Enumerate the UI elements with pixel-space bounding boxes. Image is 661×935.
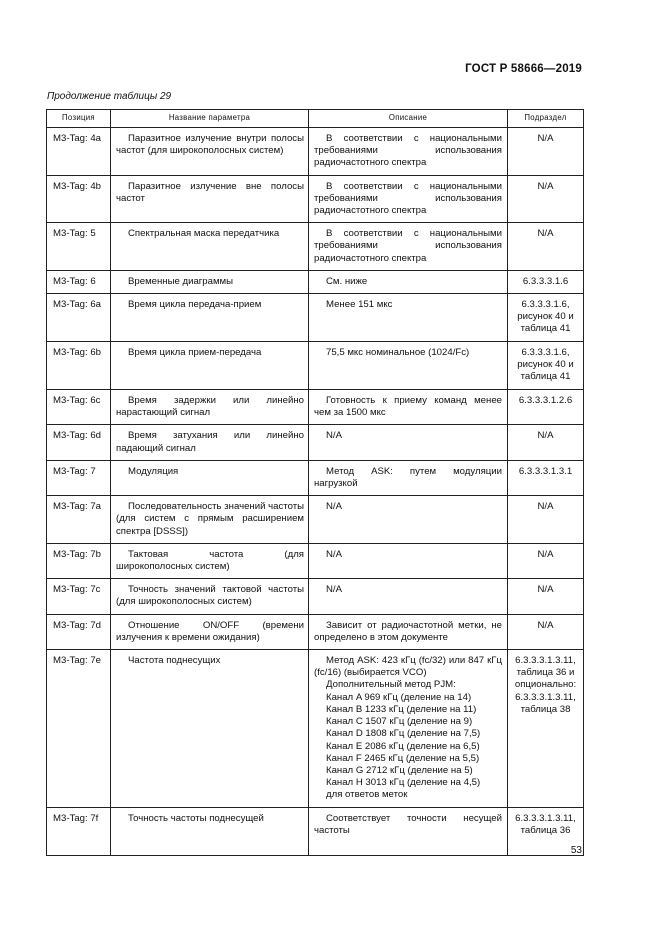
table-row	[47, 223, 584, 271]
cell-position: M3-Tag: 4b	[47, 175, 111, 223]
cell-subsection: N/A	[508, 128, 584, 176]
cell-position: M3-Tag: 6a	[47, 294, 111, 342]
header-parameter-name: Название параметра	[111, 110, 309, 128]
table-row	[47, 294, 584, 342]
cell-position: M3-Tag: 6c	[47, 390, 111, 425]
description-line: Канал E 2086 кГц (деление на 6,5)	[326, 740, 480, 752]
table-row	[47, 650, 584, 807]
cell-subsection: 6.3.3.3.1.6, рисунок 40 и таблица 41	[508, 294, 584, 342]
table-row	[47, 614, 584, 649]
cell-position: M3-Tag: 4a	[47, 128, 111, 176]
cell-description: Менее 151 мкс	[309, 294, 508, 342]
table-row	[47, 579, 584, 614]
table-continuation-caption: Продолжение таблицы 29	[47, 91, 172, 102]
cell-description: N/A	[309, 579, 508, 614]
table-header-row	[47, 110, 584, 128]
parameters-table	[46, 109, 584, 856]
table-row	[47, 460, 584, 495]
cell-parameter-name: Паразитное излучение внутри полосы частот (для широкополосных систем)	[111, 128, 309, 176]
description-line: Канал F 2465 кГц (деление на 5,5)	[326, 752, 480, 764]
cell-subsection: N/A	[508, 496, 584, 544]
cell-description: N/A	[309, 496, 508, 544]
table-row	[47, 270, 584, 293]
cell-parameter-name: Время затухания или линейно падающий сигнал	[111, 425, 309, 460]
header-subsection: Подраздел	[508, 110, 584, 128]
cell-parameter-name: Временные диаграммы	[111, 270, 309, 293]
cell-subsection: 6.3.3.3.1.2.6	[508, 390, 584, 425]
description-line: Канал A 969 кГц (деление на 14)	[326, 691, 472, 703]
cell-parameter-name: Тактовая частота (для широкополосных систем)	[111, 543, 309, 578]
cell-parameter-name: Отношение ON/OFF (времени излучения к времени ожидания)	[111, 614, 309, 649]
cell-description: Соответствует точности несущей частоты	[309, 807, 508, 855]
cell-description: Зависит от радиочастотной метки, не определено в этом документе	[309, 614, 508, 649]
table-body	[47, 128, 584, 856]
table-row	[47, 807, 584, 855]
table-row	[47, 543, 584, 578]
cell-subsection: 6.3.3.3.1.3.11, таблица 36 и опционально: 6.3.3.3.1.3.11, таблица 38	[508, 650, 584, 807]
cell-position: M3-Tag: 7a	[47, 496, 111, 544]
cell-subsection: N/A	[508, 614, 584, 649]
cell-description: N/A	[309, 425, 508, 460]
cell-description: В соответствии с национальными требованиями использования радиочастотного спектра	[309, 223, 508, 271]
cell-subsection: N/A	[508, 543, 584, 578]
table-row	[47, 175, 584, 223]
cell-position: M3-Tag: 6	[47, 270, 111, 293]
cell-description	[309, 650, 508, 807]
cell-position: M3-Tag: 5	[47, 223, 111, 271]
cell-position: M3-Tag: 7c	[47, 579, 111, 614]
cell-position: M3-Tag: 6b	[47, 342, 111, 390]
description-line: Канал C 1507 кГц (деление на 9)	[326, 716, 473, 728]
cell-subsection: N/A	[508, 425, 584, 460]
description-paragraph: Метод ASK: 423 кГц (fc/32) или 847 кГц (fc/16) (выбирается VCO)	[314, 655, 502, 679]
cell-position: M3-Tag: 6d	[47, 425, 111, 460]
description-line: для ответов меток	[326, 789, 408, 801]
cell-subsection: N/A	[508, 175, 584, 223]
cell-subsection: N/A	[508, 223, 584, 271]
cell-description: В соответствии с национальными требованиями использования радиочастотного спектра	[309, 175, 508, 223]
cell-description: 75,5 мкс номинальное (1024/Fc)	[309, 342, 508, 390]
cell-subsection: N/A	[508, 579, 584, 614]
cell-parameter-name: Точность значений тактовой частоты (для широкополосных систем)	[111, 579, 309, 614]
cell-position: M3-Tag: 7f	[47, 807, 111, 855]
cell-position: M3-Tag: 7d	[47, 614, 111, 649]
table-row	[47, 425, 584, 460]
table-row	[47, 342, 584, 390]
cell-parameter-name: Спектральная маска передатчика	[111, 223, 309, 271]
cell-subsection: 6.3.3.3.1.3.11, таблица 36	[508, 807, 584, 855]
cell-subsection: 6.3.3.3.1.6, рисунок 40 и таблица 41	[508, 342, 584, 390]
table-row	[47, 390, 584, 425]
cell-subsection: 6.3.3.3.1.6	[508, 270, 584, 293]
cell-parameter-name: Частота поднесущих	[111, 650, 309, 807]
cell-parameter-name: Время цикла передача-прием	[111, 294, 309, 342]
table-row	[47, 128, 584, 176]
cell-description: См. ниже	[309, 270, 508, 293]
page-number: 53	[570, 845, 582, 856]
description-line: Канал D 1808 кГц (деление на 7,5)	[326, 728, 481, 740]
cell-parameter-name: Точность частоты поднесущей	[111, 807, 309, 855]
header-description: Описание	[309, 110, 508, 128]
cell-parameter-name: Последовательность значений частоты (для систем с прямым расширением спектра [DSSS])	[111, 496, 309, 544]
description-line: Дополнительный метод PJM:	[326, 679, 456, 691]
description-line: Канал H 3013 кГц (деление на 4,5)	[326, 777, 481, 789]
standard-title: ГОСТ Р 58666—2019	[465, 63, 582, 75]
cell-description: N/A	[309, 543, 508, 578]
cell-description: В соответствии с национальными требованиями использования радиочастотного спектра	[309, 128, 508, 176]
cell-position: M3-Tag: 7e	[47, 650, 111, 807]
header-position: Позиция	[47, 110, 111, 128]
cell-subsection: 6.3.3.3.1.3.1	[508, 460, 584, 495]
cell-description: Готовность к приему команд менее чем за 1500 мкс	[309, 390, 508, 425]
description-line: Канал G 2712 кГц (деление на 5)	[326, 764, 473, 776]
cell-parameter-name: Время задержки или линейно нарастающий сигнал	[111, 390, 309, 425]
cell-parameter-name: Паразитное излучение вне полосы частот	[111, 175, 309, 223]
cell-description: Метод ASK: путем модуляции нагрузкой	[309, 460, 508, 495]
cell-parameter-name: Время цикла прием-передача	[111, 342, 309, 390]
table-row	[47, 496, 584, 544]
cell-position: M3-Tag: 7	[47, 460, 111, 495]
cell-position: M3-Tag: 7b	[47, 543, 111, 578]
description-line: Канал B 1233 кГц (деление на 11)	[326, 703, 477, 715]
cell-parameter-name: Модуляция	[111, 460, 309, 495]
